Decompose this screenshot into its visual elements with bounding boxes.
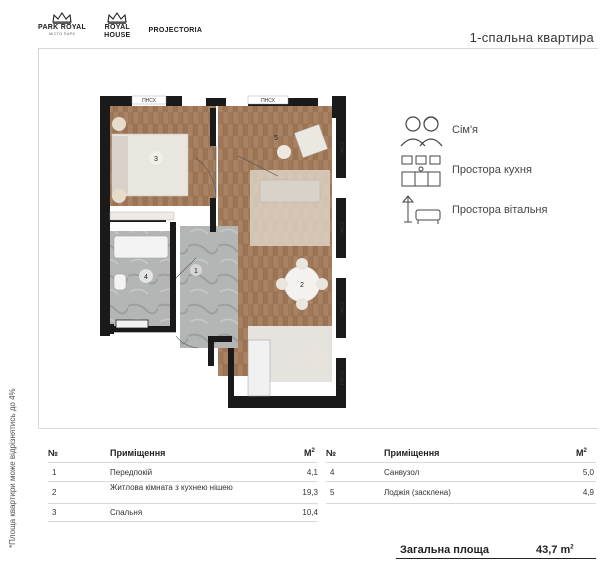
row-divider [326,462,596,463]
total-underline [396,558,596,559]
logo-royal-house [104,12,130,40]
row-area: 4,9 [582,488,594,497]
row-divider [326,481,596,482]
crown-icon [106,12,128,24]
row-room: Санвузол [384,468,420,477]
row-room: Житлова кімната з кухнею нішею [110,483,233,492]
row-divider [48,521,318,522]
th-num: № [48,448,59,458]
row-num: 4 [330,468,335,477]
frame-line-mid [38,428,598,429]
living-room-icon [398,192,444,228]
logo-text: ROYAL [104,24,130,31]
sink [116,320,148,328]
crescent-icon [168,12,182,26]
wardrobe [110,212,174,220]
feature-kitchen [398,152,598,188]
row-num: 5 [330,488,335,497]
area-disclaimer: *Площа квартири може відрізнятись до 4% [8,388,17,548]
chair [296,258,308,270]
row-room: Спальня [110,508,143,517]
sofa [260,180,320,202]
hall-floor [180,226,238,348]
row-area: 10,4 [302,508,318,517]
window-label: ПНСХ [340,221,346,235]
kitchen-stool [307,349,325,367]
chair [316,278,328,290]
chair [276,278,288,290]
page-title: 1-спальна квартира [469,30,594,45]
logo-subtext: МІСТО ПАРК [48,32,76,36]
row-num: 1 [52,468,57,477]
th-area: $М^2$ [304,448,315,458]
row-divider [48,481,318,482]
feature-living-room [398,192,598,228]
logos [38,12,220,42]
total-area-value: 43,7 $m^2$ [536,544,574,556]
logo-text: PROJECTORIA [148,27,203,34]
th-room: Приміщення [110,448,166,458]
feature-label: Сім'я [452,124,479,136]
chair [296,298,308,310]
room-number: 3 [154,156,158,163]
logo-text: PARK ROYAL [38,24,87,31]
total-area-label: Загальна площа [400,544,490,556]
room-number: 5 [274,135,278,142]
row-num: 3 [52,508,57,517]
row-divider [48,462,318,463]
row-area: 4,1 [306,468,318,477]
row-area: 5,0 [582,468,594,477]
window-label: ПНСХ [340,371,346,385]
kitchen-counter [248,340,270,396]
frame-line-top [38,48,598,49]
room-number: 1 [194,268,198,275]
kitchen-icon [398,152,444,188]
feature-label: Простора вітальня [452,204,548,216]
crown-icon [51,12,73,24]
room-number: 4 [144,274,148,281]
th-room: Приміщення [384,448,440,458]
logo-text: HOUSE [104,32,131,39]
th-num: № [326,448,337,458]
window-label: ПНСХ [340,301,346,315]
window-label: ПНСХ [142,98,156,104]
logo-projectoria [149,12,203,35]
room-number: 2 [300,282,304,289]
th-area: $М^2$ [576,448,587,458]
window-label: ПНСХ [340,141,346,155]
feature-family [398,112,598,148]
window-label: ПНСХ [261,98,275,104]
row-divider [48,503,318,504]
frame-line-left [38,48,39,428]
logo-park-royal [38,12,86,36]
row-num: 2 [52,488,57,497]
bathtub [114,236,168,258]
toilet [114,274,126,290]
row-room: Лоджія (засклена) [384,488,451,497]
row-area: 19,3 [302,488,318,497]
side-table [277,145,291,159]
feature-label: Простора кухня [452,164,532,176]
row-divider [326,503,596,504]
row-room: Передпокій [110,468,153,477]
family-icon [398,112,444,148]
floor-plan [98,88,360,408]
